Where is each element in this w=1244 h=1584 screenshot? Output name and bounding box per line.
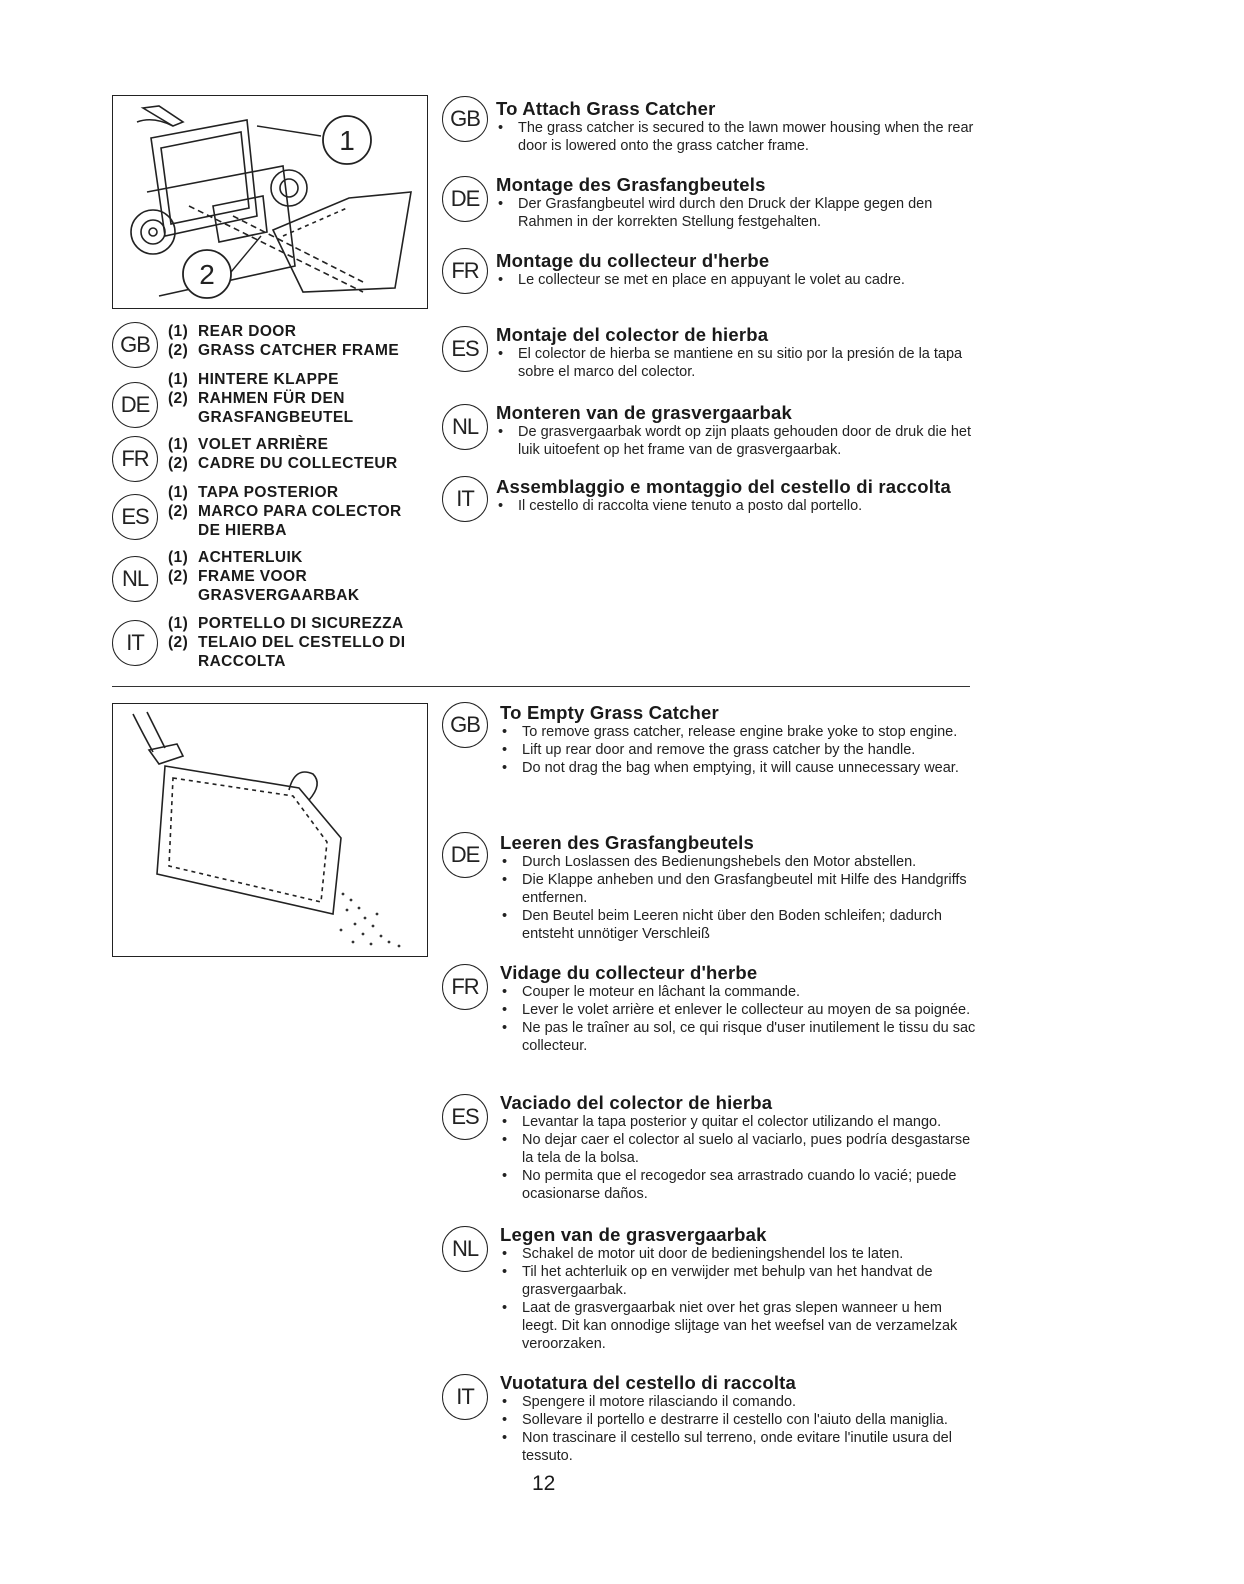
legend-text: TELAIO DEL CESTELLO DI RACCOLTA: [198, 634, 406, 670]
bullet-item: • Spengere il motore rilasciando il comando.: [500, 1393, 980, 1411]
section-empty-es: [500, 1092, 980, 1203]
lang-badge-nl: NL: [112, 556, 158, 602]
legend-text: MARCO PARA COLECTOR DE HIERBA: [198, 503, 402, 539]
lang-badge-de: DE: [442, 176, 488, 222]
legend-it: [168, 614, 428, 671]
legend-gb: [168, 322, 428, 360]
lang-badge-es: ES: [442, 1094, 488, 1140]
legend-nl: [168, 548, 428, 605]
section-empty-gb: [500, 702, 980, 777]
bullet-item: • Den Beutel beim Leeren nicht über den Boden schleifen; dadurch entsteht unnötiger Verschleiß: [500, 907, 980, 943]
callout-1-label: 1: [339, 125, 355, 156]
section-title: To Attach Grass Catcher: [496, 98, 716, 119]
emptying-bag-illustration: [113, 704, 427, 956]
legend-num: (2): [168, 342, 189, 359]
bullet-item: • Il cestello di raccolta viene tenuto a posto dal portello.: [496, 497, 976, 515]
lang-badge-fr: FR: [442, 964, 488, 1010]
legend-text: CADRE DU COLLECTEUR: [198, 455, 398, 472]
section-divider: [112, 686, 970, 687]
bullet-item: • Sollevare il portello e destrarre il cestello con l'aiuto della maniglia.: [500, 1411, 980, 1429]
lang-badge-gb: GB: [112, 322, 158, 368]
section-attach-es: [496, 324, 976, 381]
legend-num: (2): [168, 634, 189, 651]
bullet-item: • Durch Loslassen des Bedienungshebels den Motor abstellen.: [500, 853, 980, 871]
bullet-item: • The grass catcher is secured to the lawn mower housing when the rear door is lowered onto the grass catcher frame.: [496, 119, 976, 155]
lang-badge-it: IT: [442, 1374, 488, 1420]
page-number: 12: [532, 1472, 556, 1495]
bullet-item: • De grasvergaarbak wordt op zijn plaats gehouden door de druk die het luik uitoefent op het frame van de grasvergaarbak.: [496, 423, 976, 459]
bullet-item: • Do not drag the bag when emptying, it will cause unnecessary wear.: [500, 759, 980, 777]
bullet-item: • Levantar la tapa posterior y quitar el colector utilizando el mango.: [500, 1113, 980, 1131]
section-attach-gb: [496, 98, 976, 155]
section-title: To Empty Grass Catcher: [500, 702, 719, 723]
bullet-item: • No dejar caer el colector al suelo al vaciarlo, pues podría desgastarse la tela de la bolsa.: [500, 1131, 980, 1167]
figure-empty-grass-catcher: [112, 703, 428, 957]
section-title: Vuotatura del cestello di raccolta: [500, 1372, 797, 1393]
legend-text: HINTERE KLAPPE: [198, 371, 339, 388]
lawnmower-illustration: [113, 96, 427, 308]
figure-attach-grass-catcher: [112, 95, 428, 309]
section-title: Assemblaggio e montaggio del cestello di raccolta: [496, 476, 951, 497]
legend-text: VOLET ARRIÈRE: [198, 436, 329, 453]
section-empty-de: [500, 832, 980, 943]
lang-badge-it: IT: [442, 476, 488, 522]
bullet-item: • Lift up rear door and remove the grass catcher by the handle.: [500, 741, 980, 759]
lang-badge-gb: GB: [442, 96, 488, 142]
lang-badge-fr: FR: [112, 436, 158, 482]
legend-num: (1): [168, 615, 189, 632]
section-title: Leeren des Grasfangbeutels: [500, 832, 755, 853]
legend-fr: [168, 435, 428, 473]
lang-badge-de: DE: [442, 832, 488, 878]
bullet-item: • Ne pas le traîner au sol, ce qui risque d'user inutilement le tissu du sac collecteur.: [500, 1019, 980, 1055]
lang-badge-de: DE: [112, 382, 158, 428]
legend-de: [168, 370, 428, 427]
bullet-item: • Die Klappe anheben und den Grasfangbeutel mit Hilfe des Handgriffs entfernen.: [500, 871, 980, 907]
section-attach-fr: [496, 250, 976, 289]
legend-es: [168, 483, 428, 540]
bullet-item: • Schakel de motor uit door de bedieningshendel los te laten.: [500, 1245, 980, 1263]
lang-badge-fr: FR: [442, 248, 488, 294]
section-title: Monteren van de grasvergaarbak: [496, 402, 792, 423]
bullet-item: • Le collecteur se met en place en appuyant le volet au cadre.: [496, 271, 976, 289]
section-title: Legen van de grasvergaarbak: [500, 1224, 767, 1245]
section-title: Montage du collecteur d'herbe: [496, 250, 770, 271]
legend-num: (2): [168, 455, 189, 472]
bullet-item: • Couper le moteur en lâchant la commande.: [500, 983, 980, 1001]
legend-num: (2): [168, 503, 189, 520]
lang-badge-es: ES: [442, 326, 488, 372]
bullet-item: • Laat de grasvergaarbak niet over het gras slepen wanneer u hem leegt. Dit kan onnodige slijtage van het weefsel van de verzamelzak veroorzaken.: [500, 1299, 980, 1353]
legend-text: PORTELLO DI SICUREZZA: [198, 615, 404, 632]
section-empty-fr: [500, 962, 980, 1055]
bullet-item: • Til het achterluik op en verwijder met behulp van het handvat de grasvergaarbak.: [500, 1263, 980, 1299]
bullet-item: • To remove grass catcher, release engine brake yoke to stop engine.: [500, 723, 980, 741]
section-attach-de: [496, 174, 976, 231]
section-attach-it: [496, 476, 976, 515]
legend-num: (2): [168, 390, 189, 407]
section-title: Montaje del colector de hierba: [496, 324, 769, 345]
section-empty-it: [500, 1372, 980, 1465]
legend-text: FRAME VOOR GRASVERGAARBAK: [198, 568, 360, 604]
legend-text: TAPA POSTERIOR: [198, 484, 339, 501]
lang-badge-es: ES: [112, 494, 158, 540]
section-attach-nl: [496, 402, 976, 459]
bullet-item: • Lever le volet arrière et enlever le collecteur au moyen de sa poignée.: [500, 1001, 980, 1019]
bullet-item: • No permita que el recogedor sea arrastrado cuando lo vacié; puede ocasionarse daños.: [500, 1167, 980, 1203]
section-title: Montage des Grasfangbeutels: [496, 174, 766, 195]
legend-text: REAR DOOR: [198, 323, 297, 340]
legend-text: GRASS CATCHER FRAME: [198, 342, 400, 359]
legend-num: (1): [168, 484, 189, 501]
bullet-item: • Der Grasfangbeutel wird durch den Druck der Klappe gegen den Rahmen in der korrekten Stellung festgehalten.: [496, 195, 976, 231]
section-title: Vidage du collecteur d'herbe: [500, 962, 758, 983]
lang-badge-it: IT: [112, 620, 158, 666]
legend-text: RAHMEN FÜR DEN GRASFANGBEUTEL: [198, 390, 354, 426]
section-title: Vaciado del colector de hierba: [500, 1092, 773, 1113]
legend-text: ACHTERLUIK: [198, 549, 303, 566]
bullet-item: • Non trascinare il cestello sul terreno, onde evitare l'inutile usura del tessuto.: [500, 1429, 980, 1465]
callout-2-label: 2: [199, 259, 215, 290]
lang-badge-gb: GB: [442, 702, 488, 748]
legend-num: (1): [168, 323, 189, 340]
legend-num: (1): [168, 549, 189, 566]
legend-num: (2): [168, 568, 189, 585]
legend-num: (1): [168, 371, 189, 388]
bullet-item: • El colector de hierba se mantiene en su sitio por la presión de la tapa sobre el marco del colector.: [496, 345, 976, 381]
section-empty-nl: [500, 1224, 980, 1353]
lang-badge-nl: NL: [442, 404, 488, 450]
lang-badge-nl: NL: [442, 1226, 488, 1272]
legend-num: (1): [168, 436, 189, 453]
